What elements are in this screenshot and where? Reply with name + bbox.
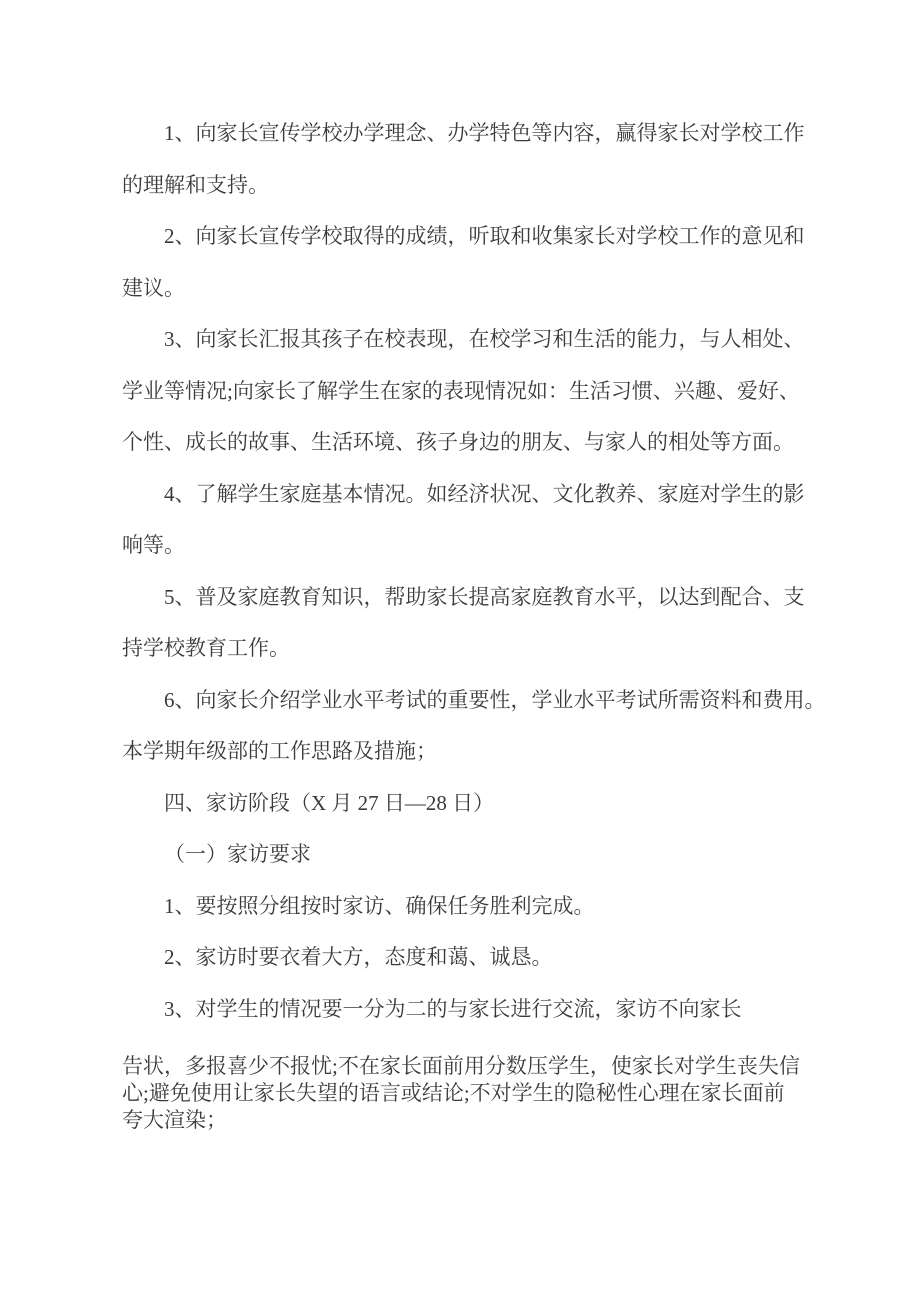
- document-line: 3、向家长汇报其孩子在校表现，在校学习和生活的能力，与人相处、: [164, 327, 805, 351]
- document-line: 告状，多报喜少不报忧;不在家长面前用分数压学生，使家长对学生丧失信: [122, 1054, 800, 1078]
- document-line: 夸大渲染；: [122, 1108, 227, 1132]
- document-line: 3、对学生的情况要一分为二的与家长进行交流，家访不向家长: [164, 996, 742, 1021]
- document-line: 1、要按照分组按时家访、确保任务胜利完成。: [164, 893, 595, 918]
- document-line: 2、向家长宣传学校取得的成绩，听取和收集家长对学校工作的意见和: [164, 224, 805, 248]
- document-paragraph-continuation: [122, 1053, 830, 1134]
- document-line: 持学校教育工作。: [122, 636, 290, 660]
- document-line: 个性、成长的故事、生活环境、孩子身边的朋友、与家人的相处等方面。: [122, 430, 794, 454]
- document-line: 5、普及家庭教育知识，帮助家长提高家庭教育水平，以达到配合、支: [164, 584, 805, 609]
- document-line: 学业等情况;向家长了解学生在家的表现情况如：生活习惯、兴趣、爱好、: [122, 378, 800, 403]
- document-line: 6、向家长介绍学业水平考试的重要性，学业水平考试所需资料和费用。: [164, 687, 826, 712]
- document-line: 4、了解学生家庭基本情况。如经济状况、文化教养、家庭对学生的影: [164, 481, 805, 506]
- document-line: 建议。: [122, 275, 185, 300]
- document-line: 心;避免使用让家长失望的语言或结论;不对学生的隐秘性心理在家长面前: [122, 1081, 785, 1105]
- document-line: 响等。: [122, 533, 185, 557]
- document-line: 2、家访时要衣着大方，态度和蔼、诚恳。: [164, 945, 553, 969]
- document-heading-line: 四、家访阶段（X 月 27 日—28 日）: [164, 790, 495, 815]
- document-line: 的理解和支持。: [122, 172, 269, 197]
- document-line: 1、向家长宣传学校办学理念、办学特色等内容，赢得家长对学校工作: [164, 121, 805, 145]
- document-subheading-line: （一）家访要求: [164, 842, 311, 866]
- document-line: 本学期年级部的工作思路及措施；: [122, 739, 437, 763]
